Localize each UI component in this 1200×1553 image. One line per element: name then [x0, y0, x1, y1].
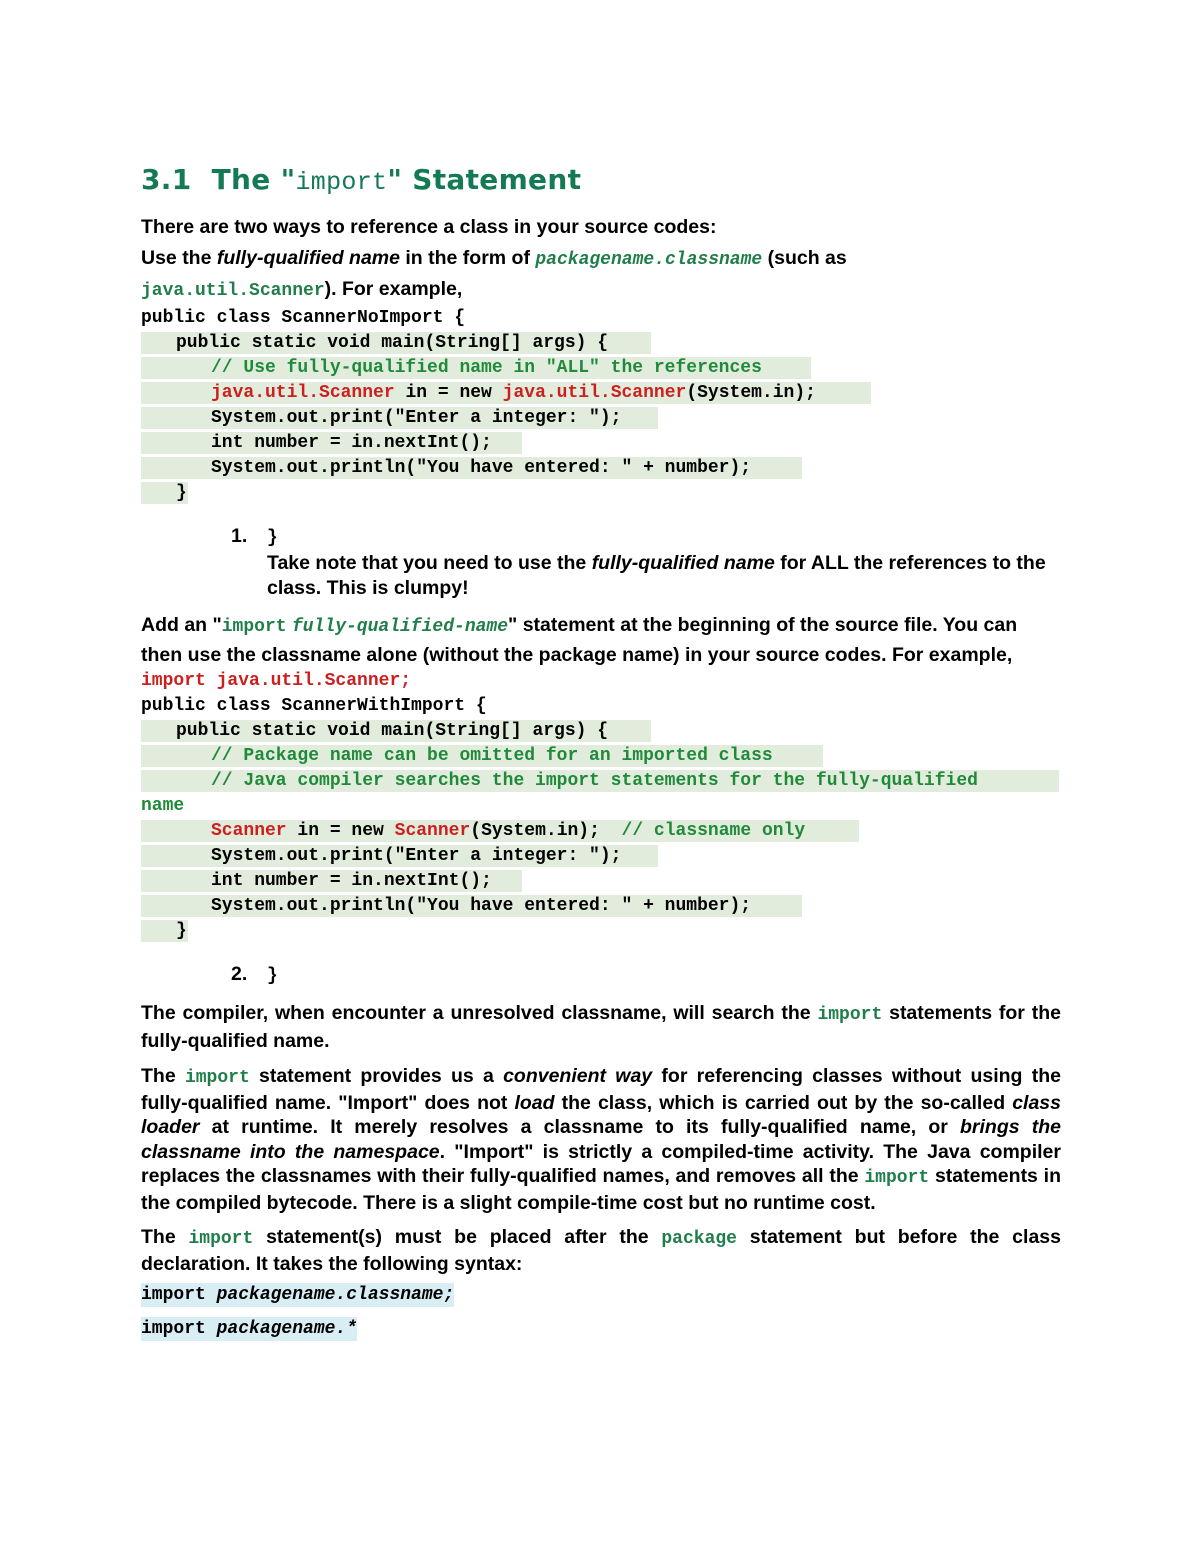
- emphasis: fully-qualified name: [216, 247, 400, 269]
- text: ). For example,: [324, 278, 463, 300]
- syntax-argument: packagename.classname;: [216, 1285, 455, 1305]
- syntax-line-2: [141, 1317, 1061, 1341]
- paragraph-placement: [141, 1225, 1061, 1277]
- code-text: int number = in.nextInt();: [141, 870, 522, 892]
- code-comment: // classname only: [621, 821, 806, 841]
- code-line: [141, 356, 1061, 381]
- intro-text: There are two ways to reference a class in your source codes:: [141, 216, 717, 238]
- text: Add an ": [141, 614, 222, 636]
- code-line: [141, 844, 1061, 869]
- text: Use the: [141, 247, 217, 269]
- code-text: }: [141, 482, 188, 504]
- text: statement(s) must be placed after the: [253, 1226, 662, 1248]
- emphasis: convenient way: [503, 1065, 653, 1087]
- syntax-block: [141, 1283, 454, 1307]
- code-line: [141, 331, 1061, 356]
- code-line: [141, 406, 1061, 431]
- text: " statement at the beginning of the source file. You can then use the classname alone (without the package name) in your source codes. For example,: [141, 614, 1018, 666]
- code-line: [141, 919, 1061, 944]
- code-comment: // Java compiler searches the import statements for the fully-qualified: [141, 770, 1059, 792]
- code-text: public class ScannerWithImport {: [141, 696, 487, 716]
- text: . "Import" is strictly a compiled-time activity. The Java compiler replaces the classnames with their fully-qualified names, and removes all the: [141, 1140, 1061, 1187]
- code-text: System.out.print("Enter a integer: ");: [141, 845, 658, 867]
- syntax-keyword: import: [141, 1285, 217, 1305]
- code-line: [141, 669, 1061, 694]
- paragraph-fully-qualified: [141, 244, 1061, 306]
- code-text: System.out.println("You have entered: " + number);: [141, 895, 802, 917]
- inline-code: fully-qualified-name: [291, 617, 509, 637]
- list-number: 2.: [231, 963, 248, 985]
- code-text: public static void main(String[] args) {: [141, 332, 651, 354]
- inline-code: import: [184, 1068, 250, 1088]
- code-comment: // Use fully-qualified name in "ALL" the references: [141, 357, 811, 379]
- code-line: [141, 306, 1061, 331]
- inline-code: import: [864, 1168, 930, 1188]
- code-text: }: [141, 920, 188, 942]
- heading-text-pre: The ": [211, 163, 296, 196]
- code-import: import java.util.Scanner;: [141, 671, 412, 691]
- list-body: [267, 524, 1061, 601]
- text: (such as: [762, 247, 847, 269]
- inline-code: java.util.Scanner: [141, 281, 325, 301]
- code-type: Scanner: [211, 821, 287, 841]
- code-line: [141, 694, 1061, 719]
- code-line: [141, 769, 1061, 794]
- list-item-1: [141, 524, 1061, 601]
- paragraph-compiler-search: [141, 1000, 1061, 1054]
- code-text: (System.in);: [470, 821, 622, 841]
- text: The: [141, 1065, 185, 1087]
- syntax-line-1: [141, 1283, 1061, 1307]
- heading-text-post: " Statement: [387, 163, 582, 196]
- code-comment: // Package name can be omitted for an imported class: [141, 745, 823, 767]
- inline-code: packagename.classname: [535, 250, 763, 270]
- inline-code: import: [221, 617, 287, 637]
- code-brace: }: [267, 528, 278, 548]
- code-line: [141, 794, 1061, 819]
- code-line: [141, 431, 1061, 456]
- code-line: [141, 456, 1061, 481]
- code-text: public static void main(String[] args) {: [141, 720, 651, 742]
- inline-code: import: [188, 1229, 254, 1249]
- text: the class, which is carried out by the so-called: [554, 1091, 1013, 1114]
- code-type: Scanner: [394, 821, 471, 841]
- code-line: [141, 869, 1061, 894]
- list-item-2: [141, 962, 1061, 988]
- code-line: [141, 894, 1061, 919]
- text: statements for the fully-qualified name.: [141, 1002, 1061, 1052]
- syntax-keyword: import: [141, 1319, 217, 1339]
- text: The compiler, when encounter a unresolved classname, will search the: [141, 1002, 818, 1024]
- list-number: 1.: [231, 525, 248, 547]
- code-line: [141, 719, 1061, 744]
- text: in the form of: [399, 247, 536, 269]
- code-line: [141, 744, 1061, 769]
- text: for referencing classes without using the fully-qualified name. "Import" does not: [141, 1065, 1061, 1114]
- inline-code: import: [817, 1005, 883, 1025]
- emphasis: class loader: [141, 1091, 1061, 1138]
- code-text: (System.in);: [686, 383, 816, 403]
- emphasis: fully-qualified name: [591, 552, 775, 574]
- code-line: [141, 819, 1061, 844]
- text: for ALL the references to the class. This is clumpy!: [267, 552, 1046, 599]
- code-block-with-import: [141, 669, 1061, 944]
- inline-code: package: [661, 1229, 737, 1249]
- code-text: in = new: [394, 383, 503, 403]
- text: statements in the compiled bytecode. There is a slight compile-time cost but no runtime cost.: [141, 1165, 1061, 1214]
- code-type: java.util.Scanner: [502, 383, 687, 403]
- code-comment: name: [141, 796, 185, 816]
- text: The: [141, 1226, 189, 1248]
- emphasis: load: [514, 1091, 555, 1114]
- code-text: System.out.println("You have entered: " + number);: [141, 457, 802, 479]
- code-block-no-import: [141, 306, 1061, 506]
- text: statement provides us a: [249, 1065, 504, 1087]
- syntax-block: [141, 1317, 357, 1341]
- text: statement but before the class declaration. It takes the following syntax:: [141, 1226, 1061, 1275]
- emphasis: brings the classname into the namespace: [141, 1116, 1061, 1163]
- code-text: public class ScannerNoImport {: [141, 308, 466, 328]
- section-number: 3.1: [141, 163, 192, 196]
- code-brace: }: [267, 966, 278, 986]
- text: at runtime. It merely resolves a classname to its fully-qualified name, or: [199, 1116, 960, 1138]
- paragraph-convenient-way: [141, 1064, 1061, 1215]
- code-line: [141, 481, 1061, 506]
- code-text: int number = in.nextInt();: [141, 432, 522, 454]
- code-text: System.out.print("Enter a integer: ");: [141, 407, 658, 429]
- list-body: [267, 962, 1061, 989]
- text: Take note that you need to use the: [267, 552, 592, 574]
- code-type: java.util.Scanner: [211, 383, 395, 403]
- code-text: in = new: [286, 821, 395, 841]
- document-page: [141, 160, 1061, 1341]
- heading-code: import: [295, 168, 388, 197]
- section-heading: [141, 160, 1061, 200]
- paragraph-import-statement: [141, 611, 1061, 669]
- code-line: [141, 381, 1061, 406]
- syntax-argument: packagename.*: [216, 1319, 358, 1339]
